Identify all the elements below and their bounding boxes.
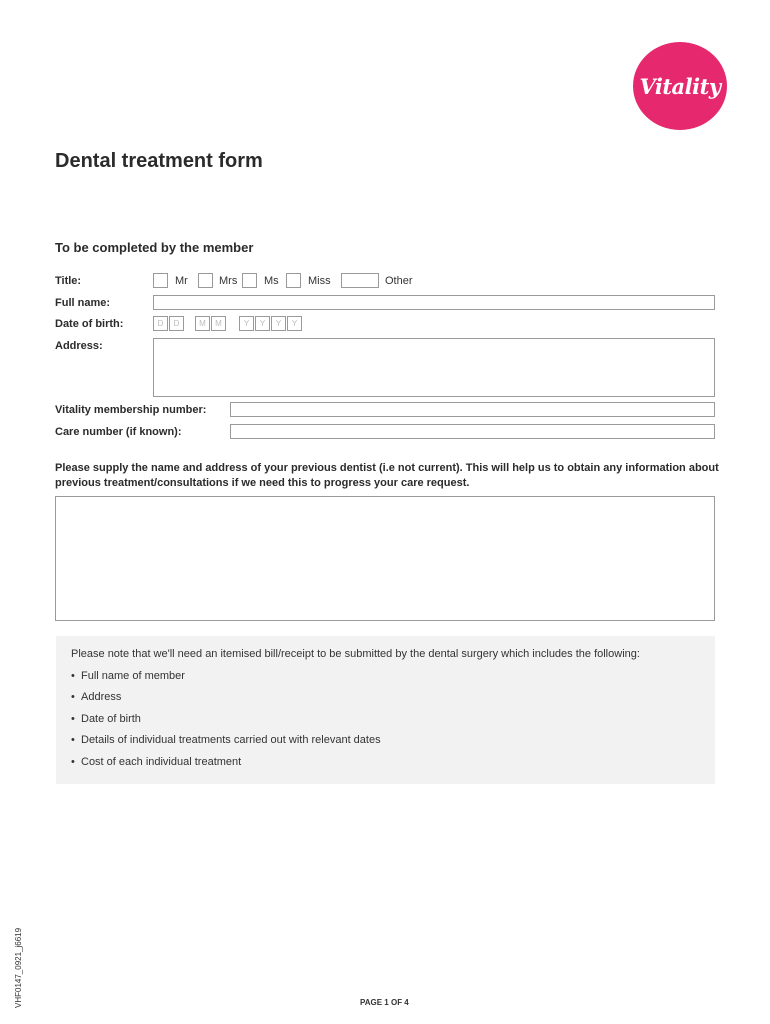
list-item: • Cost of each individual treatment	[71, 756, 242, 768]
page-number: PAGE 1 OF 4	[360, 998, 409, 1007]
title-label: Title:	[55, 275, 82, 287]
list-item: • Details of individual treatments carried out with relevant dates	[71, 734, 381, 746]
dob-year-2-input[interactable]: Y	[255, 316, 270, 331]
address-label: Address:	[55, 340, 103, 352]
list-item: • Address	[71, 691, 122, 703]
membership-number-label: Vitality membership number:	[55, 404, 207, 416]
bullet-text: Date of birth	[81, 713, 141, 725]
list-item: • Date of birth	[71, 713, 141, 725]
bullet-text: Details of individual treatments carried out with relevant dates	[81, 734, 381, 746]
logo-text: Vitality	[639, 73, 721, 99]
dob-day-2-input[interactable]: D	[169, 316, 184, 331]
title-mrs-checkbox[interactable]	[198, 273, 213, 288]
title-mrs-label: Mrs	[219, 275, 238, 287]
dob-year-1-input[interactable]: Y	[239, 316, 254, 331]
care-number-input[interactable]	[230, 424, 715, 439]
dob-label: Date of birth:	[55, 318, 124, 330]
title-ms-label: Ms	[264, 275, 279, 287]
title-ms-checkbox[interactable]	[242, 273, 257, 288]
full-name-label: Full name:	[55, 297, 111, 309]
bullet-text: Cost of each individual treatment	[81, 756, 242, 768]
title-miss-label: Miss	[308, 275, 331, 287]
membership-number-input[interactable]	[230, 402, 715, 417]
full-name-input[interactable]	[153, 295, 715, 310]
bullet-text: Full name of member	[81, 670, 185, 682]
dob-year-4-input[interactable]: Y	[287, 316, 302, 331]
dob-month-2-input[interactable]: M	[211, 316, 226, 331]
title-mr-label: Mr	[175, 275, 188, 287]
document-code: VHF0147_0921_j6619	[14, 927, 23, 1008]
title-miss-checkbox[interactable]	[286, 273, 301, 288]
previous-dentist-textarea[interactable]	[55, 496, 715, 621]
info-intro: Please note that we'll need an itemised bill/receipt to be submitted by the dental surgery which includes the following:	[71, 648, 640, 660]
dob-year-3-input[interactable]: Y	[271, 316, 286, 331]
section-title: To be completed by the member	[55, 240, 254, 255]
dob-day-1-input[interactable]: D	[153, 316, 168, 331]
bullet-text: Address	[81, 691, 122, 703]
care-number-label: Care number (if known):	[55, 426, 182, 438]
list-item: • Full name of member	[71, 670, 185, 682]
page-title: Dental treatment form	[55, 150, 263, 172]
dob-month-1-input[interactable]: M	[195, 316, 210, 331]
title-other-input[interactable]	[341, 273, 379, 288]
address-input[interactable]	[153, 338, 715, 397]
vitality-logo	[633, 42, 727, 130]
title-mr-checkbox[interactable]	[153, 273, 168, 288]
previous-dentist-note: Please supply the name and address of your previous dentist (i.e not current). This will help us to obtain any information about previous treatment/consultations if we need this to progress your care request.	[55, 462, 719, 489]
title-other-label: Other	[385, 275, 413, 287]
